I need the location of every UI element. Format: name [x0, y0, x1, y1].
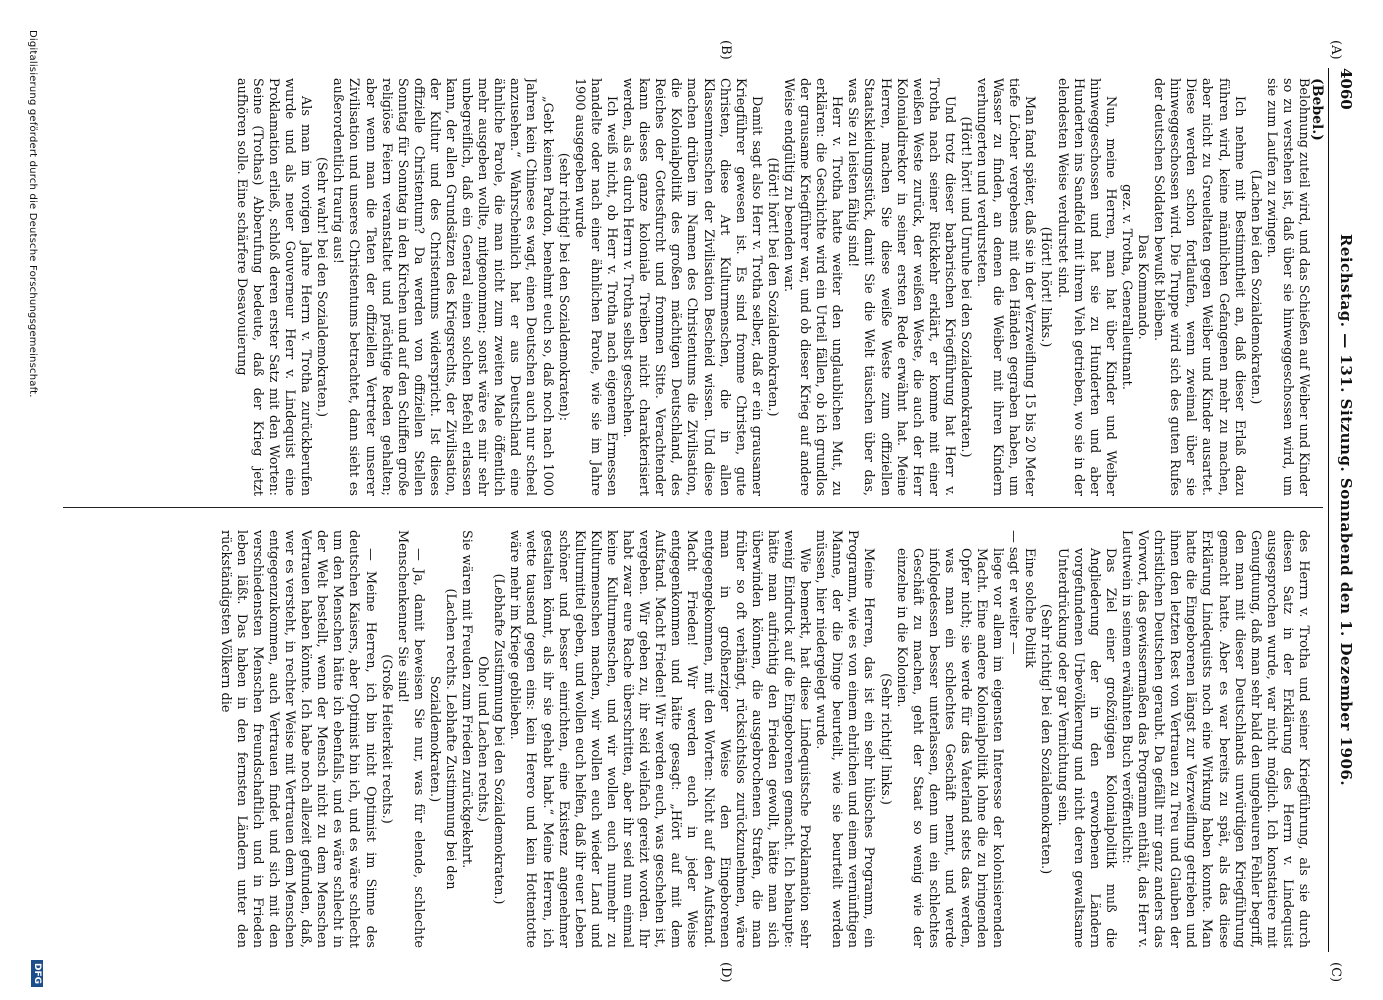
paragraph: „Gebt keinen Pardon, benehmt euch so, daß noch nach 1000 Jahren kein Chinese es wagt, einen Deutschen auch nur scheel anzusehen.“ Wahrscheinlich hat er aus Deutschland eine ähnliche Parole, die man nicht zum zweiten Male öffentlich mehr ausgeben wollte, mitgenommen; sonst wäre es mir sehr unbegreiflich, daß ein General einen solchen Befehl erlassen kann, der allen Grundsätzen des Kriegsrechts, der Zivilisation, der Kultur und des Christentums widerspricht. Ist dieses offizielle Christentum? Da werden von offiziellen Stellen Sonntag für Sonntag in den Kirchen und auf den Schiffen große religiöse Feiern veranstaltet und prächtige Reden gehalten; aber wenn man die Taten der offiziellen Vertreter unserer Zivilisation und unseres Christentums betrachtet, dann sieht es außerordentlich traurig aus!: [330, 78, 555, 496]
interjection: (Sehr richtig! bei den Sozialdemokraten.): [1038, 603, 1054, 875]
quotation: Das Ziel einer großzügigen Kolonialpolitik muß die Angliederung der in den erworbenen Ländern vorgefundenen Urbevölkerung und nicht deren gewaltsame Unterdrückung oder gar Vernichtung sein.: [1054, 548, 1118, 948]
paragraph: Als man im vorigen Jahre Herrn v. Trotha zurückberufen wurde und als neuer Gouverneur Herr v. Lindequist eine Proklamation erließ, schloß deren erster Satz mit den Worten: Seine (Trothas) Abberufung bedeute, daß der Krieg jetzt aufhören solle. Eine schärfere Desavouierung: [233, 78, 314, 496]
quotation: liege vor allem im eigensten Interesse der kolonisierenden Macht. Eine andere Kolonialpolitik lohne die zu bringenden Opfer nicht; sie werde für das Vaterland stets das werden, was man ein schlechtes Geschäft nennt, und werde infolgedessen besser unterlassen, denn um ein schlechtes Geschäft zu machen, geht der Staat so wenig wie der einzelne in die Kolonien.: [893, 548, 1006, 948]
paragraph: — sagt er weiter —: [1006, 530, 1022, 655]
interjection: Oho! und Lachen rechts.): [475, 656, 491, 822]
paragraph: Damit sagt also Herr v. Trotha selber, daß er ein grausamer Kriegführer gewesen ist. Es sind fromme Christen, gute Christen, diese Art Kulturmenschen, die in allen Klassenmenschen der Zivilisation Bescheid wissen. Und diese machen drüben im Namen des Christentums die Zivilisation, die Kolonialpolitik des großen mächtigen Deutschland, des Reiches der Gottesfurcht und frommen Sitte. Verachtender kann dieses ganze koloniale Treiben nicht charakterisiert werden, als es durch Herrn v. Trotha selbst geschehen.: [620, 78, 764, 496]
interjection: (Sehr wahr! bei den Sozialdemokraten.): [314, 156, 330, 418]
interjection: (Hört! hört! und Unruhe bei den Sozialdemokraten.): [958, 116, 974, 458]
paragraph: Ich nehme mit Bestimmtheit an, daß dieser Erlaß dazu führen wird, keine männlichen Gefangenen mehr zu machen, aber nicht zu Greueltaten gegen Weiber und Kinder ausartet. Diese werden schon fortlaufen, wenn zweimal über sie hinweggeschossen wird. Die Truppe wird sich des guten Rufes der deutschen Soldaten bewußt bleiben.: [1151, 78, 1247, 496]
digitization-credit: Digitalisierung gefördert durch die Deutsche Forschungsgemeinschaft.: [27, 30, 38, 398]
interjection: (Lachen rechts. Lebhafte Zustimmung bei den Sozialdemokraten.): [426, 588, 459, 890]
interjection: (Sehr richtig! links.): [877, 673, 893, 805]
page-number: 4060: [1337, 68, 1355, 110]
left-column: [71, 78, 1311, 496]
paragraph: Ich weiß nicht, ob Herr v. Trotha nach eigenem Ermessen handelte oder nach einer ähnlichen Parole, wie sie im Jahre 1900 ausgegeben wurde: [571, 78, 619, 496]
margin-mark-d: (D): [718, 962, 733, 983]
paragraph: — Ja, damit beweisen Sie nur, was für elende, schlechte Menschenkenner Sie sind!: [394, 530, 426, 948]
interjection: (Große Heiterkeit rechts.): [378, 654, 394, 824]
signature-line: gez. v. Trotha, Generalleutnant.: [1118, 184, 1134, 390]
paragraph: Herr v. Trotha hatte weiter den unglaublichen Mut, zu erklären: die Geschichte wird ein Urteil fällen, ob ich grundlos der grausame Kriegführer war, und ob dieser Krieg auf andere Weise endgültig zu beenden war.: [781, 78, 845, 496]
page-header: [1325, 68, 1355, 952]
speaker-name: (Bebel.): [1309, 78, 1325, 141]
dfg-logo: DFG: [31, 960, 43, 987]
paragraph: — Meine Herren, ich bin nicht Optimist im Sinne des deutschen Kaisers, aber Optimist bin ich, und es wäre schlecht um den Menschen hätte ich ebenfalls, und es wäre schlecht in der Welt bestellt, wenn der Mensch nicht zu dem Menschen Vertrauen haben könnte. Ich habe noch allezeit gefunden, daß, wer es versteht, in rechter Weise mit Vertrauen dem Menschen entgegenzukommen, auch Vertrauen findet und sich mit den verschiedensten Menschen freundschaftlich und in Frieden leben läßt. Das haben in den fernsten Ländern unter den rückständigsten Völkern die: [217, 530, 378, 948]
paragraph: Meine Herren, das ist ein sehr hübsches Programm, ein Programm, wie es von einem ehrlichen und einem vernünftigen Manne, der die Dinge beurteilt, wie sie beurteilt werden müssen, hier niedergelegt wurde.: [813, 530, 877, 948]
right-column: [71, 530, 1311, 948]
interjection: (Hört! hört! links.): [1038, 226, 1054, 348]
column-divider: [63, 507, 1323, 508]
margin-mark-a: (A): [1328, 40, 1343, 60]
paragraph: Nun, meine Herren, man hat über Kinder und Weiber hinweggeschossen und hat sie zu Hunderten und aber Hunderten ins Sandfeld mit ihrem Vieh getrieben, wo sie in der elendesten Weise verdurstet sind.: [1054, 78, 1118, 496]
paragraph: Wie bemerkt, hat diese Lindequistsche Proklamation sehr wenig Eindruck auf die Eingeborenen gemacht. Ich behaupte: hätte man aufrichtig den Frieden gewollt, hätte man sich überwinden können, die ausgebrochenen Strafen, die man früher so oft verhängt, rücksichtslos zurückzunehmen, wäre man in großherziger Weise den Eingeborenen entgegengekommen, mit den Worten: Nicht auf den Aufstand. Macht Frieden! Wir werden euch in jeder Weise entgegenkommen und hätte gesagt: „Hört auf mit dem Aufstand. Macht Frieden! Wir werden euch, was geschehen ist, vergeben. Wir geben zu, ihr seid vielfach gereizt worden. Ihr habt zwar eure Rache überschritten, aber ihr seid nun einmal keine Kulturmenschen, und wir wollen euch nunmehr zu Kulturmenschen machen, wir wollen euch wieder Land und Kulturmittel geben, und wollen euch helfen, daß ihr euer Leben schöner und besser einrichten, eine Existenz angenehmer gestalten könnt, als ihr sie gehabt habt.“ Meine Herren, ich wette tausend gegen eins: kein Herero und kein Hottentotte wäre mehr im Kriege geblieben.: [507, 530, 813, 948]
header-rule: [1328, 68, 1329, 952]
signature-line: Das Kommando.: [1135, 234, 1151, 340]
interjection: (Hört! hört! bei den Sozialdemokraten.): [764, 157, 780, 417]
interjection: (Lebhafte Zustimmung bei den Sozialdemokraten.): [491, 573, 507, 905]
paragraph: Sie wären mit Freuden zum Frieden zurückgekehrt.: [459, 530, 475, 869]
margin-mark-b: (B): [718, 40, 733, 60]
running-title: Reichstag. — 131. Sitzung. Sonnabend den 1. Dezember 1906.: [1337, 233, 1355, 787]
paragraph: Belohnung zuteil wird, und das Schießen auf Weiber und Kinder so zu verstehen ist, daß über sie hinweggeschossen wird, um sie zum Laufen zu zwingen.: [1263, 78, 1311, 496]
interjection: (Lachen bei den Sozialdemokraten.): [1247, 169, 1263, 405]
interjection: (sehr richtig! bei den Sozialdemokraten):: [555, 152, 571, 422]
paragraph: Und trotz dieser barbarischen Kriegführung hat Herr v. Trotha nach seiner Rückkehr erklärt, er komme mit einer weißen Weste zurück, der weißen Weste, die auch der Herr Kolonialdirektor in seiner ersten Rede erwähnt hat. Meine Herren, machen Sie diese weiße Weste zum offiziellen Staatskleidungsstück, damit Sie die Welt täuschen über das, was Sie zu leisten fähig sind!: [845, 78, 957, 496]
paragraph: des Herrn v. Trotha und seiner Kriegführung, als sie durch diesen Satz in der Erklärung des Herrn v. Lindequist ausgesprochen wurde, war nicht möglich. Ich konstatiere mit Genugtuung, daß man sehr bald den ungeheuren Fehler begriff, den man mit dieser Deutschlands unwürdigen Kriegführung gemacht hatte. Aber es war bereits zu spät, als das diese Erklärung Lindequists noch eine Wirkung haben konnte. Man hatte die Eingeborenen längst zur Verzweiflung getrieben und ihnen den letzten Rest von Vertrauen zu Treu und Glauben der christlichen Deutschen geraubt. Da gefällt mir ganz anders das Vorwort, das gewissermaßen das Programm enthält, das Herr v. Leutwein in seinem erwähnten Buch veröffentlicht:: [1118, 530, 1311, 948]
margin-mark-c: (C): [1328, 962, 1343, 983]
quotation: Eine solche Politik: [1022, 548, 1038, 668]
paragraph: Man fand später, daß sie in der Verzweiflung 15 bis 20 Meter tiefe Löcher vergebens mit den Händen gegraben haben, um Wasser zu finden, an denen die Weiber mit ihren Kindern verhungerten und verdursteten.: [974, 78, 1038, 496]
